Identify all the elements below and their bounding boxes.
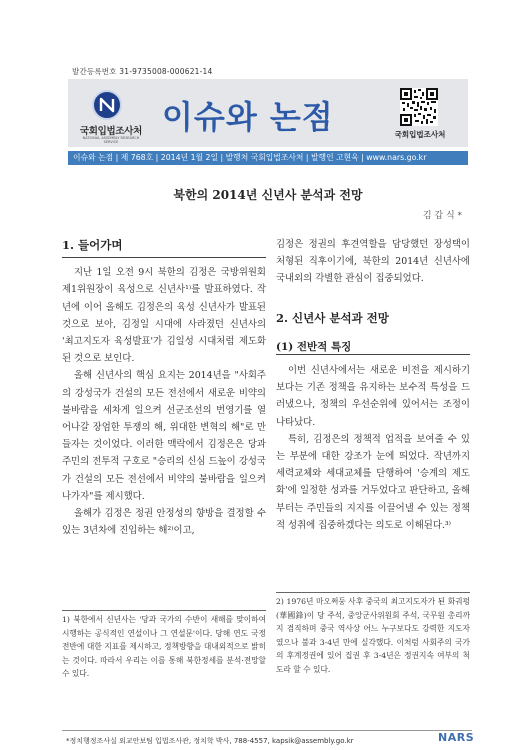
left-column: [62, 237, 266, 539]
paragraph: 올해가 김정은 정권 안정성의 향방을 결정할 수 있는 3년차에 진입하는 해²⁾이고,: [62, 508, 266, 537]
subsection-heading: (1) 전반적 특징: [276, 340, 352, 353]
footnote-rule: [62, 610, 266, 611]
section-heading-intro: 1. 들어가며: [62, 238, 123, 252]
registration-number: 발간등록번호 31-9735008-000621-14: [72, 67, 213, 76]
footnote-rule: [276, 592, 470, 593]
organization-english-name: NATIONAL ASSEMBLY RESEARCH SERVICE: [82, 136, 140, 144]
paragraph: 지난 1일 오전 9시 북한의 김정은 국방위원회 제1위원장이 육성으로 신년사¹⁾를 발표하였다. 작년에 이어 올해도 김정은의 육성 신년사가 발표된 것으로 보아, 김정일 시대에 사라졌던 신년사의 '최고지도자 육성발표'가 김일성 시대처럼 제도화된 것으로 보인다.: [62, 267, 266, 365]
issue-info-text: 이슈와 논점 | 제 768호 | 2014년 1월 2일 | 발행처 국회입법조사처 | 발행인 고현욱 | www.nars.go.kr: [73, 153, 427, 162]
section-heading-analysis: 2. 신년사 분석과 전망: [276, 310, 389, 325]
footnote-1: 1) 북한에서 신년사는 '당과 국가의 수반이 새해를 맞이하여 시행하는 공식적인 연설이나 그 연설문'이다. 당해 연도 국정 전반에 대한 지표를 제시하고, 정책방향을 대내외적으로 밝히는 것이다. 따라서 우리는 이를 통해 북한정세를 분석·전망할 수 있다.: [62, 615, 266, 679]
footnote-2: 2) 1976년 마오쩌둥 사후 중국의 최고지도자가 된 화궈펑(華國鋒)이 당 주석, 중앙군사위원회 주석, 국무원 총리까지 겸직하며 중국 역사상 어느 누구보다도 강력한 지도자였으나 불과 3-4년 만에 실각했다. 이처럼 사회주의 국가의 후계정권에 있어 집권 후 3-4년은 정권지속 여부의 척도라 할 수 있다.: [276, 597, 470, 674]
author-affiliation-footnote: *정치행정조사실 외교안보팀 입법조사관, 정치학 박사, 788-4557, kapsik@assembly.go.kr: [66, 737, 354, 745]
paragraph: 이번 신년사에서는 새로운 비전을 제시하기보다는 기존 정책을 유지하는 보수적 특성을 드러냈으나, 정책의 우선순위에 있어서는 조정이 나타났다.: [276, 365, 470, 428]
footer-rule: [62, 730, 472, 731]
right-column: [276, 236, 470, 534]
qr-code-icon: [400, 88, 438, 126]
nars-emblem-icon: [92, 90, 122, 120]
nars-logo: NARS: [438, 731, 475, 744]
section-underline: [276, 354, 470, 355]
paragraph: 올해 신년사의 핵심 요지는 2014년을 "사회주의 강성국가 건설의 모든 전선에서 새로운 비약의 불바람을 세차게 일으켜 선군조선의 번영기를 열어나갈 장엄한 투쟁의 해, 위대한 변혁의 해"로 만들자는 것이었다. 이러한 맥락에서 김정은은 당과 주민의 전투적 구호로 "승리의 신심 드높이 강성국가 건설의 모든 전선에서 비약의 불바람을 일으켜 나가자"를 제시했다.: [62, 370, 266, 502]
issue-info-bar: [68, 151, 468, 165]
document-title: 북한의 2014년 신년사 분석과 전망: [173, 188, 363, 202]
qr-caption: 국회입법조사처: [394, 130, 446, 139]
publication-title: 이슈와 논점: [162, 98, 334, 136]
organization-name: 국회입법조사처: [79, 126, 143, 137]
section-underline: [62, 257, 266, 258]
paragraph: 김정은 정권의 후견역할을 담당했던 장성택이 처형된 직후이기에, 북한의 2014년 신년사에 국내외의 각별한 관심이 집중되었다.: [276, 239, 470, 285]
paragraph: 특히, 김정은의 정책적 업적을 보여줄 수 있는 부분에 대한 강조가 눈에 띄었다. 작년까지 세력교체와 세대교체를 단행하여 '승계의 제도화'에 일정한 성과를 거두었다고 판단하고, 올해부터는 주민들의 지지를 이끌어낼 수 있는 정책적 성취에 집중하겠다는 의도로 이해된다.³⁾: [276, 433, 470, 531]
author-name: 김 갑 식 *: [422, 211, 462, 221]
